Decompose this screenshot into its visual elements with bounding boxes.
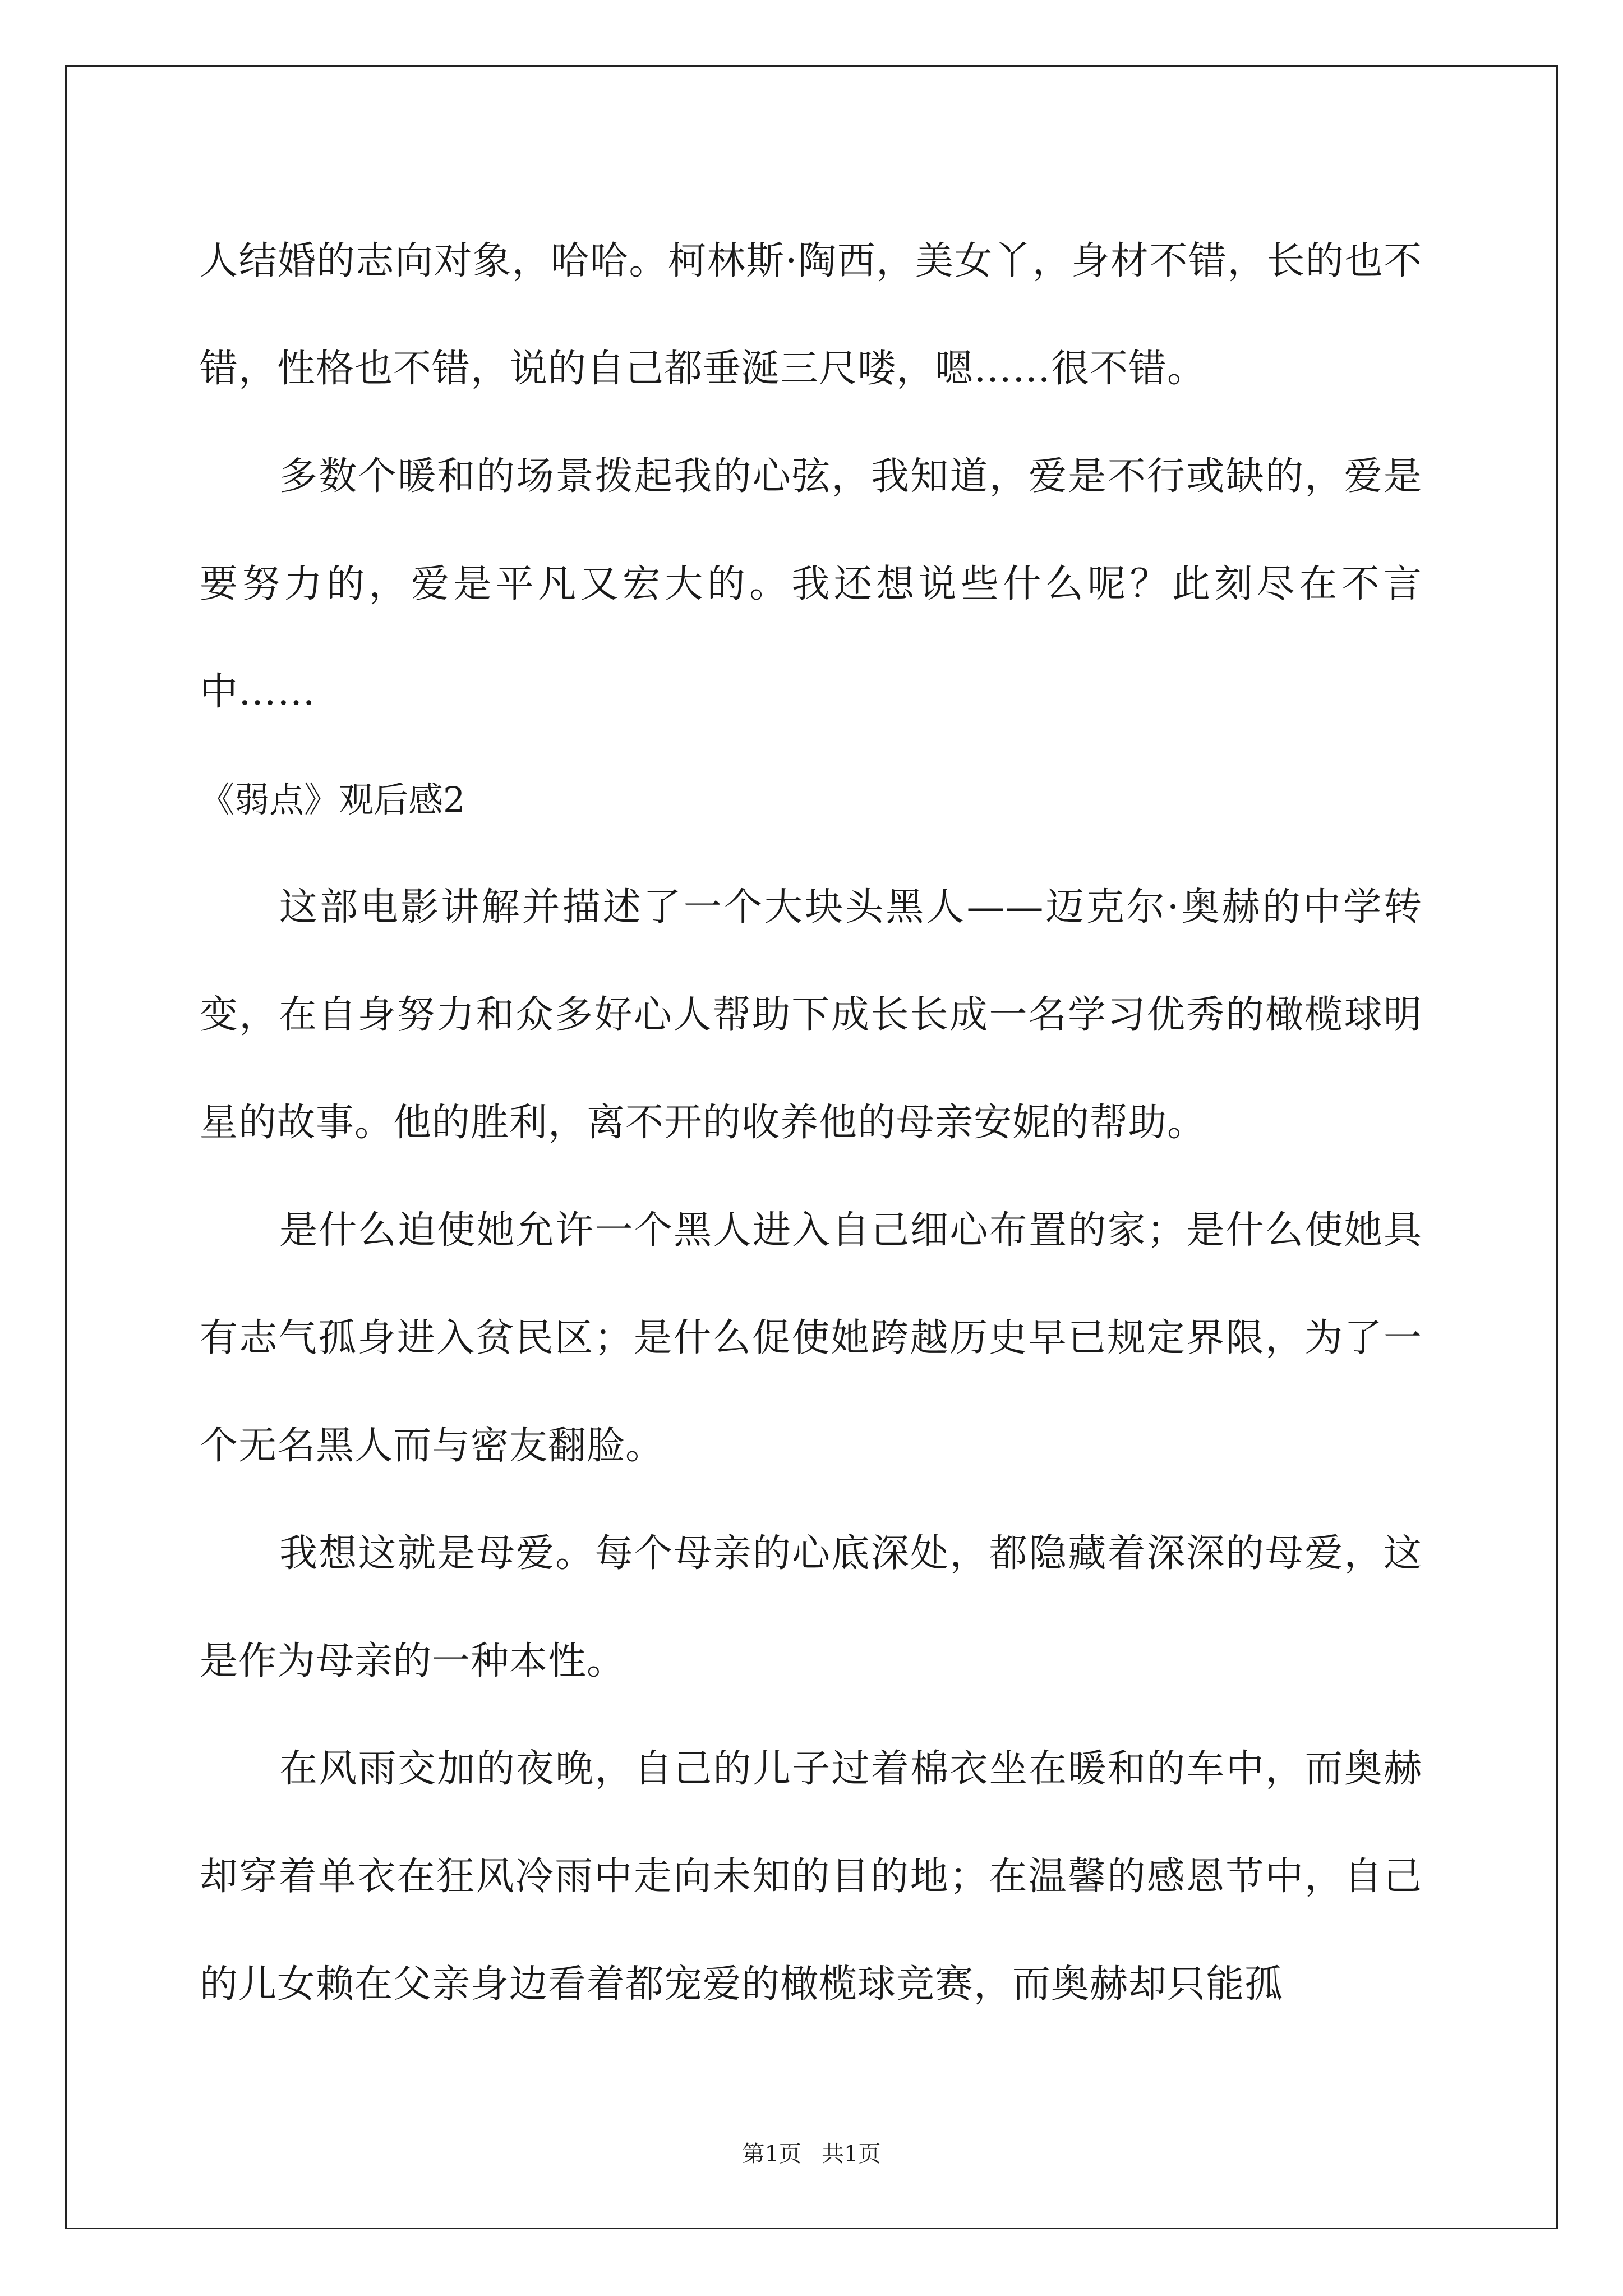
paragraph: 我想这就是母爱。每个母亲的心底深处，都隐藏着深深的母爱，这是作为母亲的一种本性。 xyxy=(200,1531,1422,1683)
page-footer xyxy=(0,2136,1623,2168)
paragraph: 在风雨交加的夜晚，自己的儿子过着棉衣坐在暖和的车中，而奥赫却穿着单衣在狂风冷雨中走向未知的目的地；在温馨的感恩节中，自己的儿女赖在父亲身边看着都宠爱的橄榄球竞赛，而奥赫却只能孤 xyxy=(200,1747,1422,2007)
paragraph: 是什么迫使她允许一个黑人进入自己细心布置的家；是什么使她具有志气孤身进入贫民区；是什么促使她跨越历史早已规定界限，为了一个无名黑人而与密友翻脸。 xyxy=(200,1208,1422,1468)
document-body xyxy=(200,208,1422,2039)
paragraph: 这部电影讲解并描述了一个大块头黑人——迈克尔·奥赫的中学转变，在自身努力和众多好心人帮助下成长长成一名学习优秀的橄榄球明星的故事。他的胜利，离不开的收养他的母亲安妮的帮助。 xyxy=(200,885,1422,1145)
paragraph: 多数个暖和的场景拨起我的心弦，我知道，爱是不行或缺的，爱是要努力的，爱是平凡又宏大的。我还想说些什么呢？此刻尽在不言中…… xyxy=(200,454,1422,714)
page-number: 第1页 xyxy=(742,2141,801,2167)
paragraph: 人结婚的志向对象，哈哈。柯林斯·陶西，美女丫，身材不错，长的也不错，性格也不错，说的自己都垂涎三尺喽，嗯……很不错。 xyxy=(200,239,1422,391)
page-total: 共1页 xyxy=(822,2141,881,2167)
section-heading: 《弱点》观后感2 xyxy=(200,779,465,820)
